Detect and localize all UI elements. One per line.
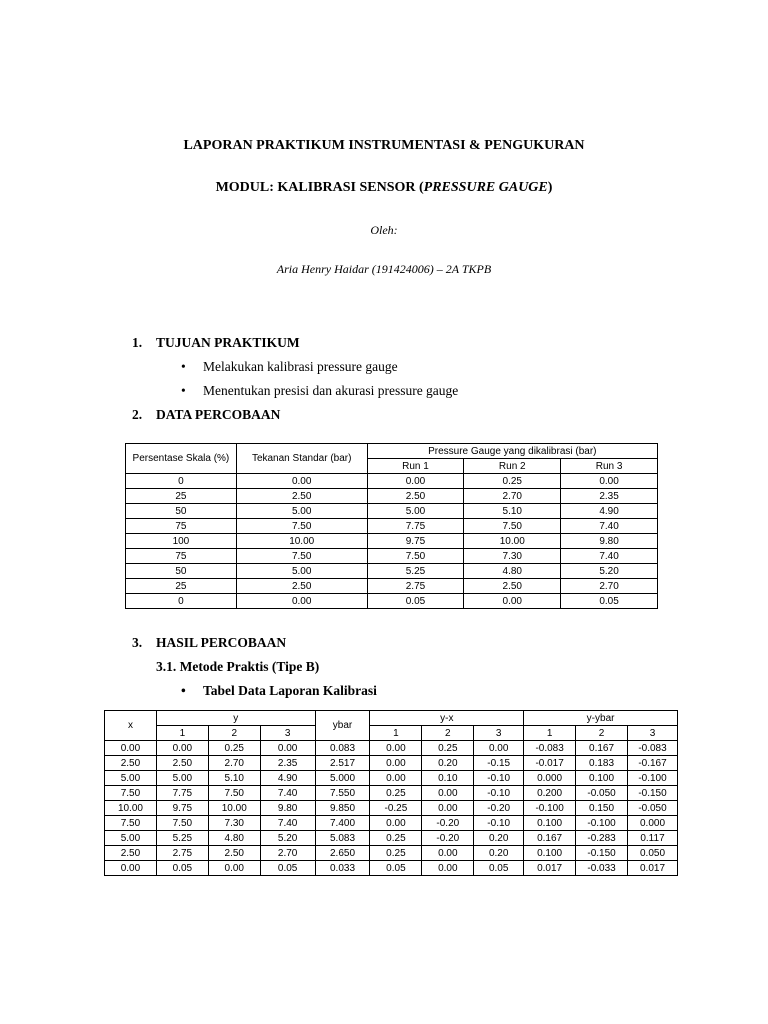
table-cell: 7.50: [156, 816, 208, 831]
table-cell: 5.20: [260, 831, 315, 846]
table-cell: 7.50: [208, 786, 260, 801]
table-cell: 0.100: [576, 771, 628, 786]
table-row: [105, 771, 678, 786]
table-cell: 2.517: [315, 756, 370, 771]
table-cell: 0.00: [464, 594, 561, 609]
table-cell: 0.10: [422, 771, 474, 786]
table-cell: 2.35: [561, 489, 658, 504]
table-cell: 0.00: [236, 474, 367, 489]
table-cell: 5.00: [236, 564, 367, 579]
table-cell: 2.650: [315, 846, 370, 861]
table-cell: 0.00: [561, 474, 658, 489]
table-cell: 2.50: [236, 489, 367, 504]
table-cell: 25: [126, 579, 237, 594]
table-cell: 7.75: [156, 786, 208, 801]
table-cell: 0.167: [524, 831, 576, 846]
table-row: [126, 519, 658, 534]
table-cell: 4.90: [260, 771, 315, 786]
table-header-row: [105, 711, 678, 726]
section-3-title: HASIL PERCOBAAN: [156, 635, 287, 650]
table-cell: 7.50: [236, 519, 367, 534]
table-cell: -0.100: [628, 771, 678, 786]
table-cell: 0.25: [370, 831, 422, 846]
header-y-x: y-x: [370, 711, 524, 726]
author-line: Aria Henry Haidar (191424006) – 2A TKPB: [276, 262, 492, 276]
table-cell: 0.25: [422, 741, 474, 756]
table-header-row: [126, 444, 658, 459]
section-2-number: 2.: [132, 407, 143, 422]
table-cell: 0.00: [370, 741, 422, 756]
header-sub: 3: [260, 726, 315, 741]
table-cell: 0.00: [370, 756, 422, 771]
header-gauge-group: Pressure Gauge yang dikalibrasi (bar): [367, 444, 657, 459]
table-row: [126, 489, 658, 504]
table-cell: 7.550: [315, 786, 370, 801]
data-table-body: [126, 444, 658, 609]
module-prefix: MODUL: KALIBRASI SENSOR (: [215, 180, 424, 195]
table-cell: 2.70: [464, 489, 561, 504]
table-row: [105, 741, 678, 756]
section-2-heading: [132, 407, 280, 423]
table-cell: 9.850: [315, 801, 370, 816]
bullet-icon: •: [181, 359, 186, 374]
table-row: [126, 579, 658, 594]
table-cell: 0.00: [422, 861, 474, 876]
table-cell: 7.50: [105, 816, 157, 831]
table-cell: 0.25: [370, 846, 422, 861]
bullet-text: Tabel Data Laporan Kalibrasi: [203, 683, 377, 698]
table-cell: 7.30: [464, 549, 561, 564]
table-cell: 0.05: [561, 594, 658, 609]
header-sub: 3: [628, 726, 678, 741]
table-cell: 25: [126, 489, 237, 504]
module-italic: PRESSURE GAUGE: [423, 180, 548, 195]
table-cell: 2.50: [236, 579, 367, 594]
table-cell: 0.00: [208, 861, 260, 876]
table-cell: 2.50: [367, 489, 464, 504]
table-cell: 0.033: [315, 861, 370, 876]
table-row: [105, 786, 678, 801]
section-3-number: 3.: [132, 635, 143, 650]
header-sub: 2: [208, 726, 260, 741]
table-header-row: [105, 726, 678, 741]
table-row: [105, 801, 678, 816]
module-suffix: ): [547, 180, 553, 195]
header-y: y: [156, 711, 315, 726]
table-cell: 10.00: [236, 534, 367, 549]
table-cell: 0.00: [105, 741, 157, 756]
header-run: Run 2: [464, 459, 561, 474]
table-cell: 0.017: [628, 861, 678, 876]
table-cell: 10.00: [105, 801, 157, 816]
report-title: LAPORAN PRAKTIKUM INSTRUMENTASI & PENGUKURAN: [183, 138, 585, 153]
section-3-heading: [132, 635, 286, 651]
table-cell: 0.100: [524, 816, 576, 831]
table-cell: 5.00: [105, 831, 157, 846]
header-x: x: [105, 711, 157, 741]
table-cell: 5.20: [561, 564, 658, 579]
table-cell: -0.10: [474, 786, 524, 801]
header-percent: Persentase Skala (%): [126, 444, 237, 474]
table-cell: 0.00: [156, 741, 208, 756]
table-cell: 2.50: [464, 579, 561, 594]
table-cell: 0.05: [474, 861, 524, 876]
module-title: [0, 180, 768, 196]
table-cell: 5.00: [236, 504, 367, 519]
table-cell: 2.50: [208, 846, 260, 861]
table-cell: 0.100: [524, 846, 576, 861]
bullet-icon: •: [181, 683, 186, 698]
table-cell: 2.70: [208, 756, 260, 771]
table-cell: 2.50: [156, 756, 208, 771]
table-cell: 2.75: [156, 846, 208, 861]
table-cell: -0.017: [524, 756, 576, 771]
table-cell: 9.80: [561, 534, 658, 549]
table-cell: 9.75: [367, 534, 464, 549]
table-cell: -0.283: [576, 831, 628, 846]
table-row: [126, 594, 658, 609]
table-cell: 4.90: [561, 504, 658, 519]
table-cell: 5.00: [367, 504, 464, 519]
section-1-number: 1.: [132, 335, 143, 350]
table-row: [126, 504, 658, 519]
table-cell: 0.00: [105, 861, 157, 876]
table-cell: 0.00: [367, 474, 464, 489]
table-row: [105, 756, 678, 771]
header-y-ybar: y-ybar: [524, 711, 678, 726]
table-row: [126, 534, 658, 549]
table-cell: 5.25: [156, 831, 208, 846]
table-cell: 0.00: [370, 771, 422, 786]
table-cell: 10.00: [208, 801, 260, 816]
table-cell: 5.10: [208, 771, 260, 786]
subsection-heading: 3.1. Metode Praktis (Tipe B): [156, 659, 320, 674]
header-ybar: ybar: [315, 711, 370, 741]
section-1-heading: [132, 335, 300, 351]
header-run: Run 3: [561, 459, 658, 474]
table-cell: 7.50: [105, 786, 157, 801]
table-cell: 10.00: [464, 534, 561, 549]
table-cell: 5.00: [105, 771, 157, 786]
table-cell: 0.05: [156, 861, 208, 876]
calibration-table: [104, 710, 678, 876]
table-cell: 0.00: [370, 816, 422, 831]
table-cell: -0.167: [628, 756, 678, 771]
table-cell: -0.25: [370, 801, 422, 816]
table-cell: 7.40: [260, 786, 315, 801]
table-cell: 9.75: [156, 801, 208, 816]
table-cell: 0.017: [524, 861, 576, 876]
table-cell: 0.200: [524, 786, 576, 801]
table-cell: 0.25: [208, 741, 260, 756]
table-row: [126, 549, 658, 564]
table-cell: 0.00: [260, 741, 315, 756]
table-cell: 0.05: [367, 594, 464, 609]
bullet-text: Melakukan kalibrasi pressure gauge: [203, 359, 398, 374]
table-cell: 4.80: [208, 831, 260, 846]
table-cell: 0.117: [628, 831, 678, 846]
table-cell: 7.50: [367, 549, 464, 564]
table-row: [105, 846, 678, 861]
table-cell: 7.50: [464, 519, 561, 534]
header-sub: 2: [576, 726, 628, 741]
table-cell: 9.80: [260, 801, 315, 816]
header-sub: 2: [422, 726, 474, 741]
table-cell: 50: [126, 504, 237, 519]
bullet-icon: •: [181, 383, 186, 398]
table-cell: 0.000: [628, 816, 678, 831]
table-cell: -0.100: [576, 816, 628, 831]
table-cell: 4.80: [464, 564, 561, 579]
table-cell: 5.083: [315, 831, 370, 846]
table-row: [105, 861, 678, 876]
table-cell: 2.50: [105, 846, 157, 861]
section-1-title: TUJUAN PRAKTIKUM: [156, 335, 300, 350]
table-cell: 50: [126, 564, 237, 579]
table-cell: 0.20: [422, 756, 474, 771]
table-cell: 0.000: [524, 771, 576, 786]
data-table: [125, 443, 658, 609]
table-cell: 0.00: [422, 846, 474, 861]
table-cell: 0: [126, 594, 237, 609]
by-label: Oleh:: [370, 223, 398, 237]
table-cell: 75: [126, 519, 237, 534]
calibration-table-body: [105, 711, 678, 876]
table-cell: -0.100: [524, 801, 576, 816]
table-cell: 7.400: [315, 816, 370, 831]
table-cell: 0.00: [422, 786, 474, 801]
table-cell: 5.00: [156, 771, 208, 786]
table-row: [105, 816, 678, 831]
table-cell: 75: [126, 549, 237, 564]
table-cell: -0.083: [524, 741, 576, 756]
table-cell: -0.083: [628, 741, 678, 756]
table-cell: -0.20: [474, 801, 524, 816]
table-cell: 0.00: [474, 741, 524, 756]
table-cell: 0.25: [464, 474, 561, 489]
table-cell: 0.20: [474, 846, 524, 861]
bullet-text: Menentukan presisi dan akurasi pressure gauge: [203, 383, 459, 398]
header-sub: 1: [370, 726, 422, 741]
table-cell: 7.40: [561, 549, 658, 564]
table-cell: 2.70: [561, 579, 658, 594]
table-cell: 2.70: [260, 846, 315, 861]
table-cell: 2.35: [260, 756, 315, 771]
table-cell: 5.25: [367, 564, 464, 579]
section-2-title: DATA PERCOBAAN: [156, 407, 281, 422]
table-row: [126, 474, 658, 489]
table-cell: 5.10: [464, 504, 561, 519]
table-row: [126, 564, 658, 579]
table-cell: -0.150: [576, 846, 628, 861]
table-cell: -0.050: [576, 786, 628, 801]
table-cell: -0.15: [474, 756, 524, 771]
header-standard: Tekanan Standar (bar): [236, 444, 367, 474]
table-cell: 0.150: [576, 801, 628, 816]
header-run: Run 1: [367, 459, 464, 474]
table-cell: -0.033: [576, 861, 628, 876]
header-sub: 3: [474, 726, 524, 741]
table-cell: 0.20: [474, 831, 524, 846]
table-cell: -0.10: [474, 771, 524, 786]
table-cell: 2.75: [367, 579, 464, 594]
table-cell: 7.40: [561, 519, 658, 534]
table-row: [105, 831, 678, 846]
table-cell: 0.167: [576, 741, 628, 756]
table-cell: 100: [126, 534, 237, 549]
table-cell: 7.75: [367, 519, 464, 534]
table-cell: 7.50: [236, 549, 367, 564]
table-cell: 0.05: [370, 861, 422, 876]
table-cell: 7.30: [208, 816, 260, 831]
table-cell: 0.083: [315, 741, 370, 756]
table-cell: 7.40: [260, 816, 315, 831]
table-cell: 0.05: [260, 861, 315, 876]
table-cell: 0.050: [628, 846, 678, 861]
header-sub: 1: [156, 726, 208, 741]
table-cell: -0.20: [422, 831, 474, 846]
table-cell: -0.150: [628, 786, 678, 801]
table-cell: 5.000: [315, 771, 370, 786]
table-cell: 0.25: [370, 786, 422, 801]
section-3-bullet: [181, 683, 377, 699]
header-sub: 1: [524, 726, 576, 741]
section-1-bullet-1: [181, 359, 398, 375]
section-1-bullet-2: [181, 383, 459, 399]
table-cell: 0.00: [422, 801, 474, 816]
table-cell: -0.20: [422, 816, 474, 831]
table-cell: -0.10: [474, 816, 524, 831]
table-cell: 0: [126, 474, 237, 489]
table-cell: -0.050: [628, 801, 678, 816]
table-cell: 0.183: [576, 756, 628, 771]
table-cell: 2.50: [105, 756, 157, 771]
table-cell: 0.00: [236, 594, 367, 609]
